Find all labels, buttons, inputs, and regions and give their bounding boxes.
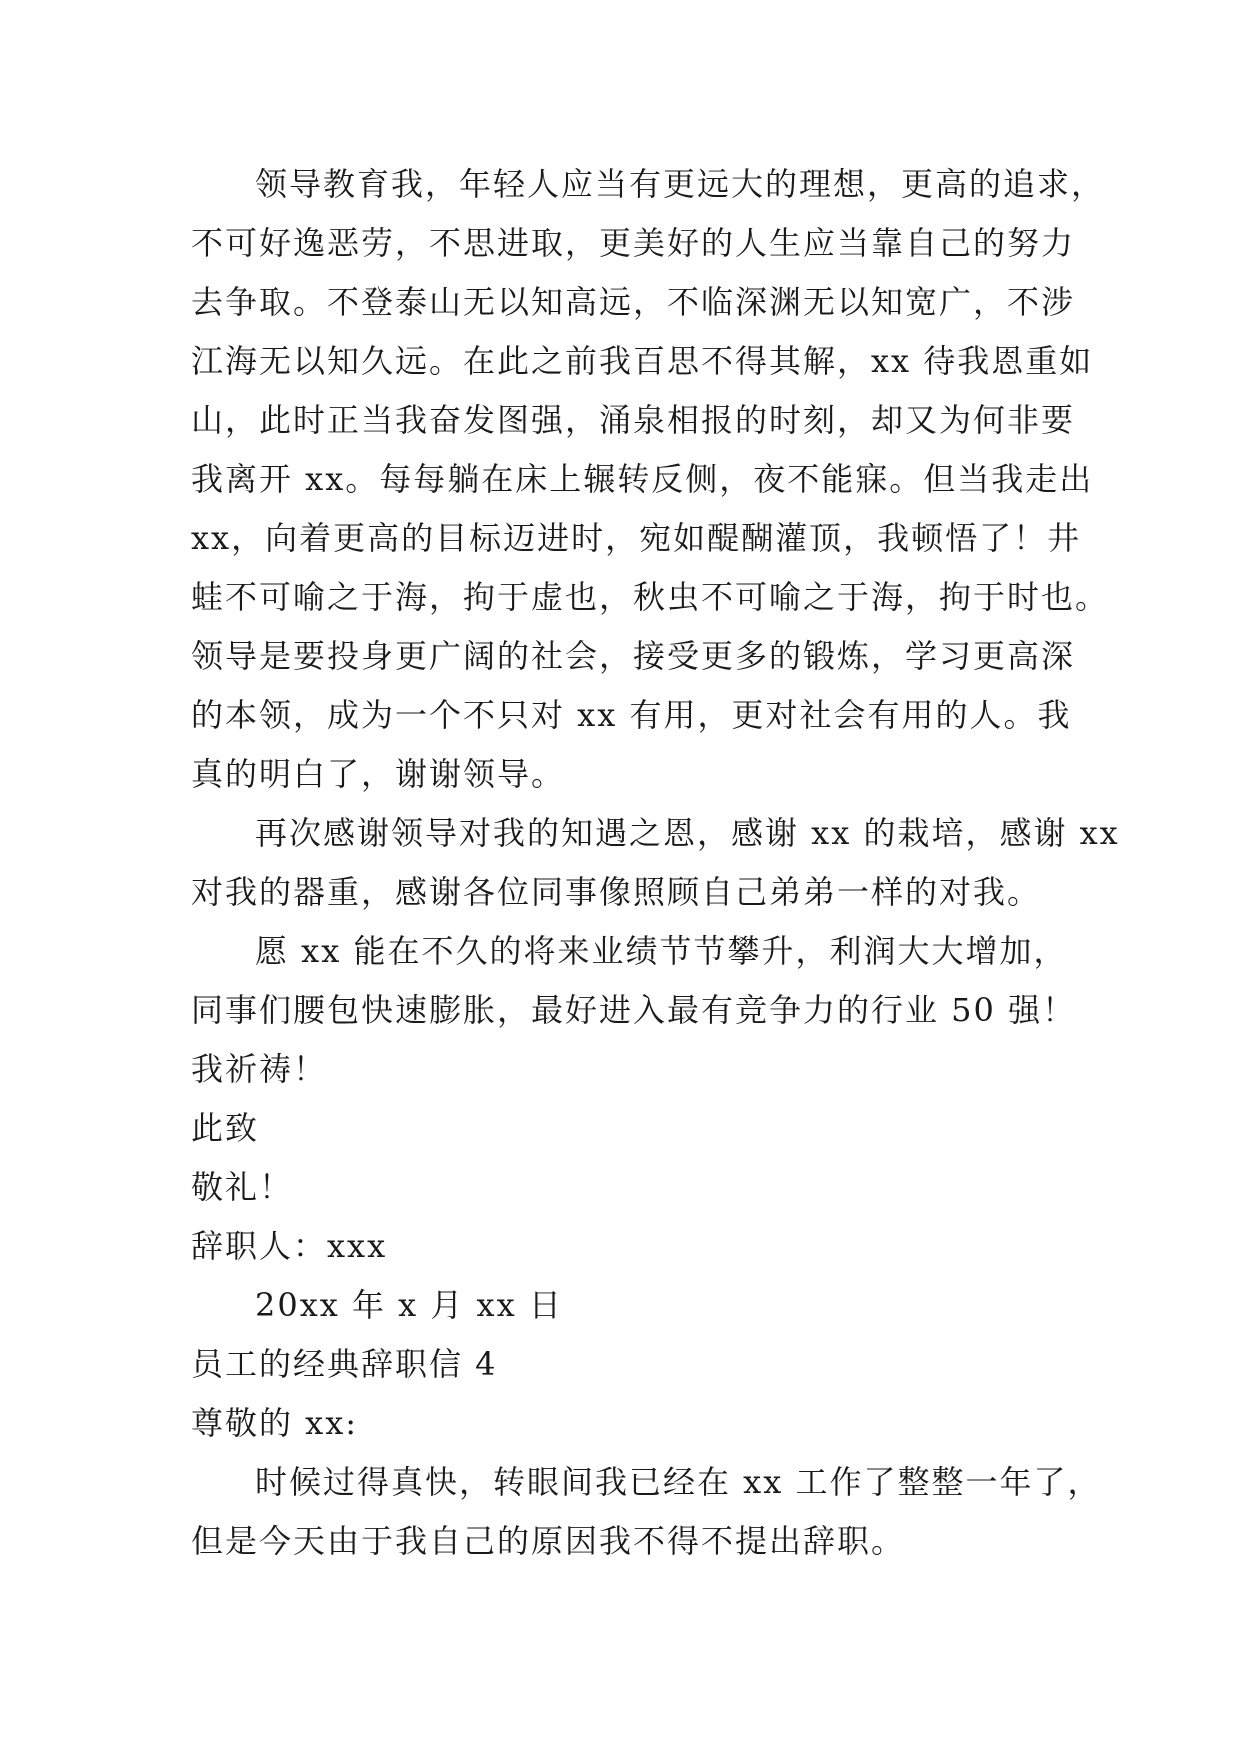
date-line: 20xx 年 x 月 xx 日 (255, 1286, 563, 1324)
text-line: 领导是要投身更广阔的社会，接受更多的锻炼，学习更高深 (191, 637, 1076, 675)
text-line: 领导教育我，年轻人应当有更远大的理想，更高的追求， (255, 165, 1106, 203)
salutation-line: 敬礼！ (191, 1168, 294, 1206)
closing-line: 此致 (191, 1109, 260, 1147)
text-line: 江海无以知久远。在此之前我百思不得其解，xx 待我恩重如 (191, 342, 1094, 380)
text-line: 但是今天由于我自己的原因我不得不提出辞职。 (191, 1522, 906, 1560)
text-line: 我祈祷！ (191, 1050, 328, 1088)
text-line: 愿 xx 能在不久的将来业绩节节攀升，利润大大增加， (255, 932, 1068, 970)
signature-line: 辞职人：xxx (191, 1227, 388, 1265)
text-line: 对我的器重，感谢各位同事像照顾自己弟弟一样的对我。 (191, 873, 1042, 911)
text-line: 真的明白了，谢谢领导。 (191, 755, 566, 793)
text-line: 山，此时正当我奋发图强，涌泉相报的时刻，却又为何非要 (191, 401, 1076, 439)
text-line: 不可好逸恶劳，不思进取，更美好的人生应当靠自己的努力 (191, 224, 1076, 262)
text-line: 我离开 xx。每每躺在床上辗转反侧，夜不能寐。但当我走出 (191, 460, 1094, 498)
text-line: 时候过得真快，转眼间我已经在 xx 工作了整整一年了， (255, 1463, 1102, 1501)
document-body (191, 155, 1120, 1571)
text-line: 再次感谢领导对我的知遇之恩，感谢 xx 的栽培，感谢 xx (255, 814, 1120, 852)
section-title: 员工的经典辞职信 4 (191, 1345, 498, 1383)
text-line: 的本领，成为一个不只对 xx 有用，更对社会有用的人。我 (191, 696, 1072, 734)
greeting-line: 尊敬的 xx: (191, 1404, 359, 1442)
text-line: 蛙不可喻之于海，拘于虚也，秋虫不可喻之于海，拘于时也。 (191, 578, 1110, 616)
text-line: 去争取。不登泰山无以知高远，不临深渊无以知宽广，不涉 (191, 283, 1076, 321)
text-line: xx，向着更高的目标迈进时，宛如醍醐灌顶，我顿悟了！井 (191, 519, 1082, 557)
text-line: 同事们腰包快速膨胀，最好进入最有竞争力的行业 50 强！ (191, 991, 1077, 1029)
